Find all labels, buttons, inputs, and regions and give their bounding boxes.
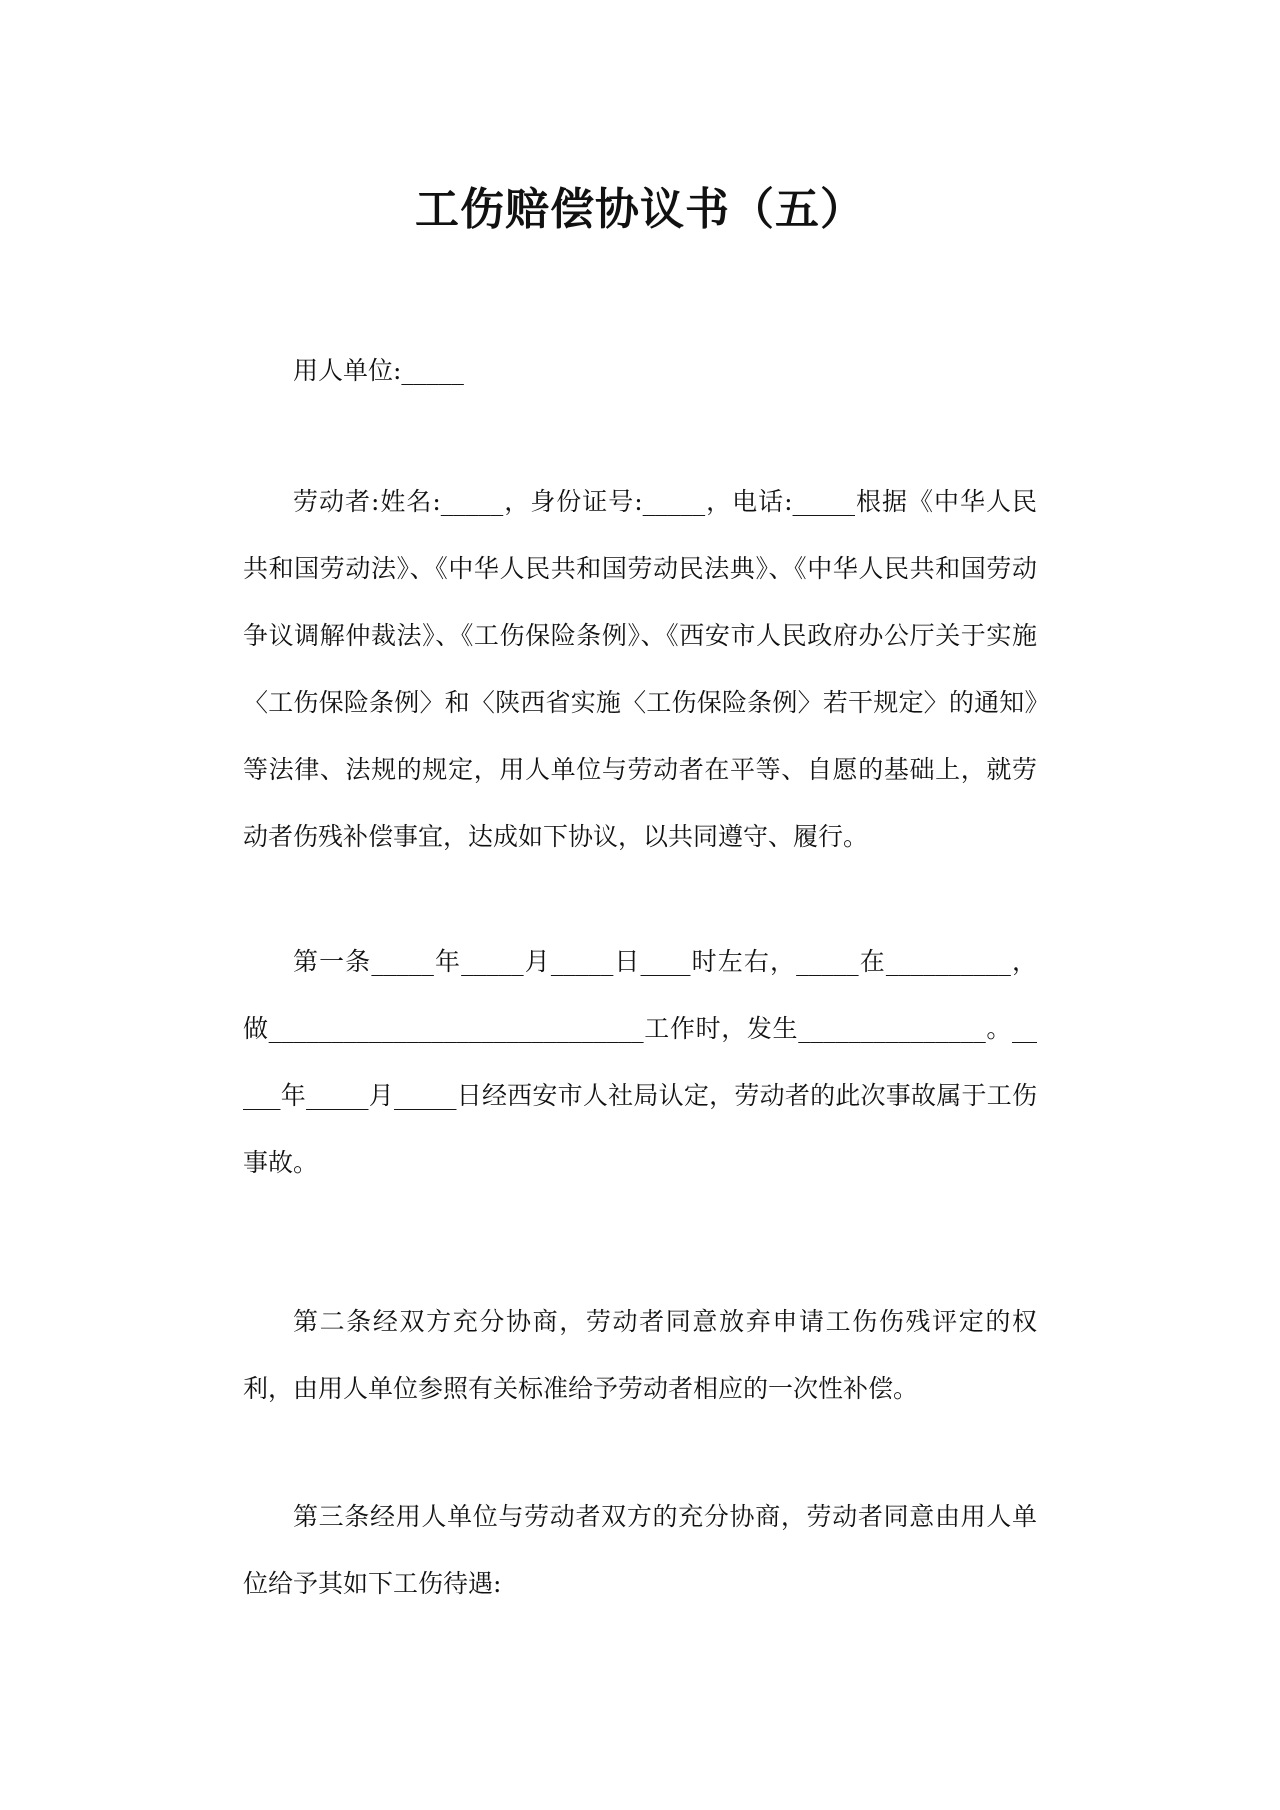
document-title: 工伤赔偿协议书（五）: [415, 184, 865, 235]
article-3-paragraph: 第三条经用人单位与劳动者双方的充分协商，劳动者同意由用人单位给予其如下工伤待遇:: [243, 1502, 1037, 1598]
article-2-paragraph: 第二条经双方充分协商，劳动者同意放弃申请工伤伤残评定的权利，由用人单位参照有关标准给予劳动者相应的一次性补偿。: [243, 1307, 1037, 1403]
employer-field-paragraph: 用人单位:_____: [293, 356, 464, 385]
worker-info-paragraph: 劳动者:姓名:_____，身份证号:_____，电话:_____根据《中华人民共和国劳动法》、《中华人民共和国劳动民法典》、《中华人民共和国劳动争议调解仲裁法》、《工伤保险条例》、《西安市人民政府办公厅关于实施〈工伤保险条例〉和〈陕西省实施〈工伤保险条例〉若干规定〉的通知》等法律、法规的规定，用人单位与劳动者在平等、自愿的基础上，就劳动者伤残补偿事宜，达成如下协议，以共同遵守、履行。: [243, 487, 1037, 851]
article-1-paragraph: 第一条_____年_____月_____日____时左右，_____在__________，做______________________________工作时，发生_______________。_____年_____月_____日经西安市人社局认定，劳动者的此次事故属于工伤事故。: [243, 947, 1037, 1177]
